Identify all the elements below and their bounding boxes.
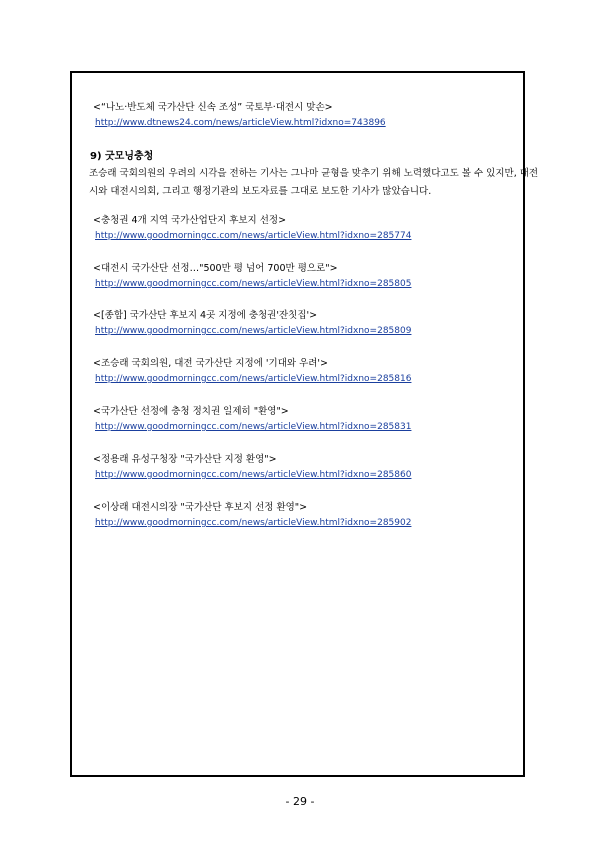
article-link[interactable]: http://www.goodmorningcc.com/news/articleView.html?idxno=285831 [95, 422, 412, 432]
article-title: <조승래 국회의원, 대전 국가산단 지정에 '기대와 우려'> [93, 358, 328, 369]
page-number: - 29 - [285, 795, 315, 808]
article-link[interactable]: http://www.goodmorningcc.com/news/articleView.html?idxno=285902 [95, 518, 412, 528]
article-title: <이상래 대전시의장 "국가산단 후보지 선정 환영"> [93, 502, 308, 513]
section-heading: 9) 굿모닝충청 [90, 151, 154, 162]
article-link[interactable]: http://www.goodmorningcc.com/news/articleView.html?idxno=285860 [95, 470, 412, 480]
paragraph-line: 시와 대전시의회, 그리고 행정기관의 보도자료를 그대로 보도한 기사가 많았습니다. [89, 186, 432, 197]
article-link[interactable]: http://www.goodmorningcc.com/news/articleView.html?idxno=285809 [95, 326, 412, 336]
article-link[interactable]: http://www.goodmorningcc.com/news/articleView.html?idxno=285805 [95, 279, 412, 289]
article-title: <충청권 4개 지역 국가산업단지 후보지 선정> [93, 215, 287, 226]
article-title: <대전시 국가산단 선정…"500만 평 넘어 700만 평으로"> [93, 263, 338, 274]
article-title: <국가산단 선정에 충청 정치권 일제히 "환영"> [93, 406, 289, 417]
paragraph-line: 조승래 국회의원의 우려의 시각을 전하는 기사는 그나마 균형을 맞추기 위해 노력했다고도 볼 수 있지만, 대전 [89, 168, 539, 179]
article-title: <“나노·반도체 국가산단 신속 조성” 국토부·대전시 맞손> [93, 102, 333, 113]
article-link[interactable]: http://www.goodmorningcc.com/news/articleView.html?idxno=285774 [95, 231, 412, 241]
article-title: <정용래 유성구청장 "국가산단 지정 환영"> [93, 454, 277, 465]
article-link[interactable]: http://www.dtnews24.com/news/articleView.html?idxno=743896 [95, 118, 386, 128]
article-title: <[종합] 국가산단 후보지 4곳 지정에 충청권'잔칫집'> [93, 310, 318, 321]
article-link[interactable]: http://www.goodmorningcc.com/news/articleView.html?idxno=285816 [95, 374, 412, 384]
